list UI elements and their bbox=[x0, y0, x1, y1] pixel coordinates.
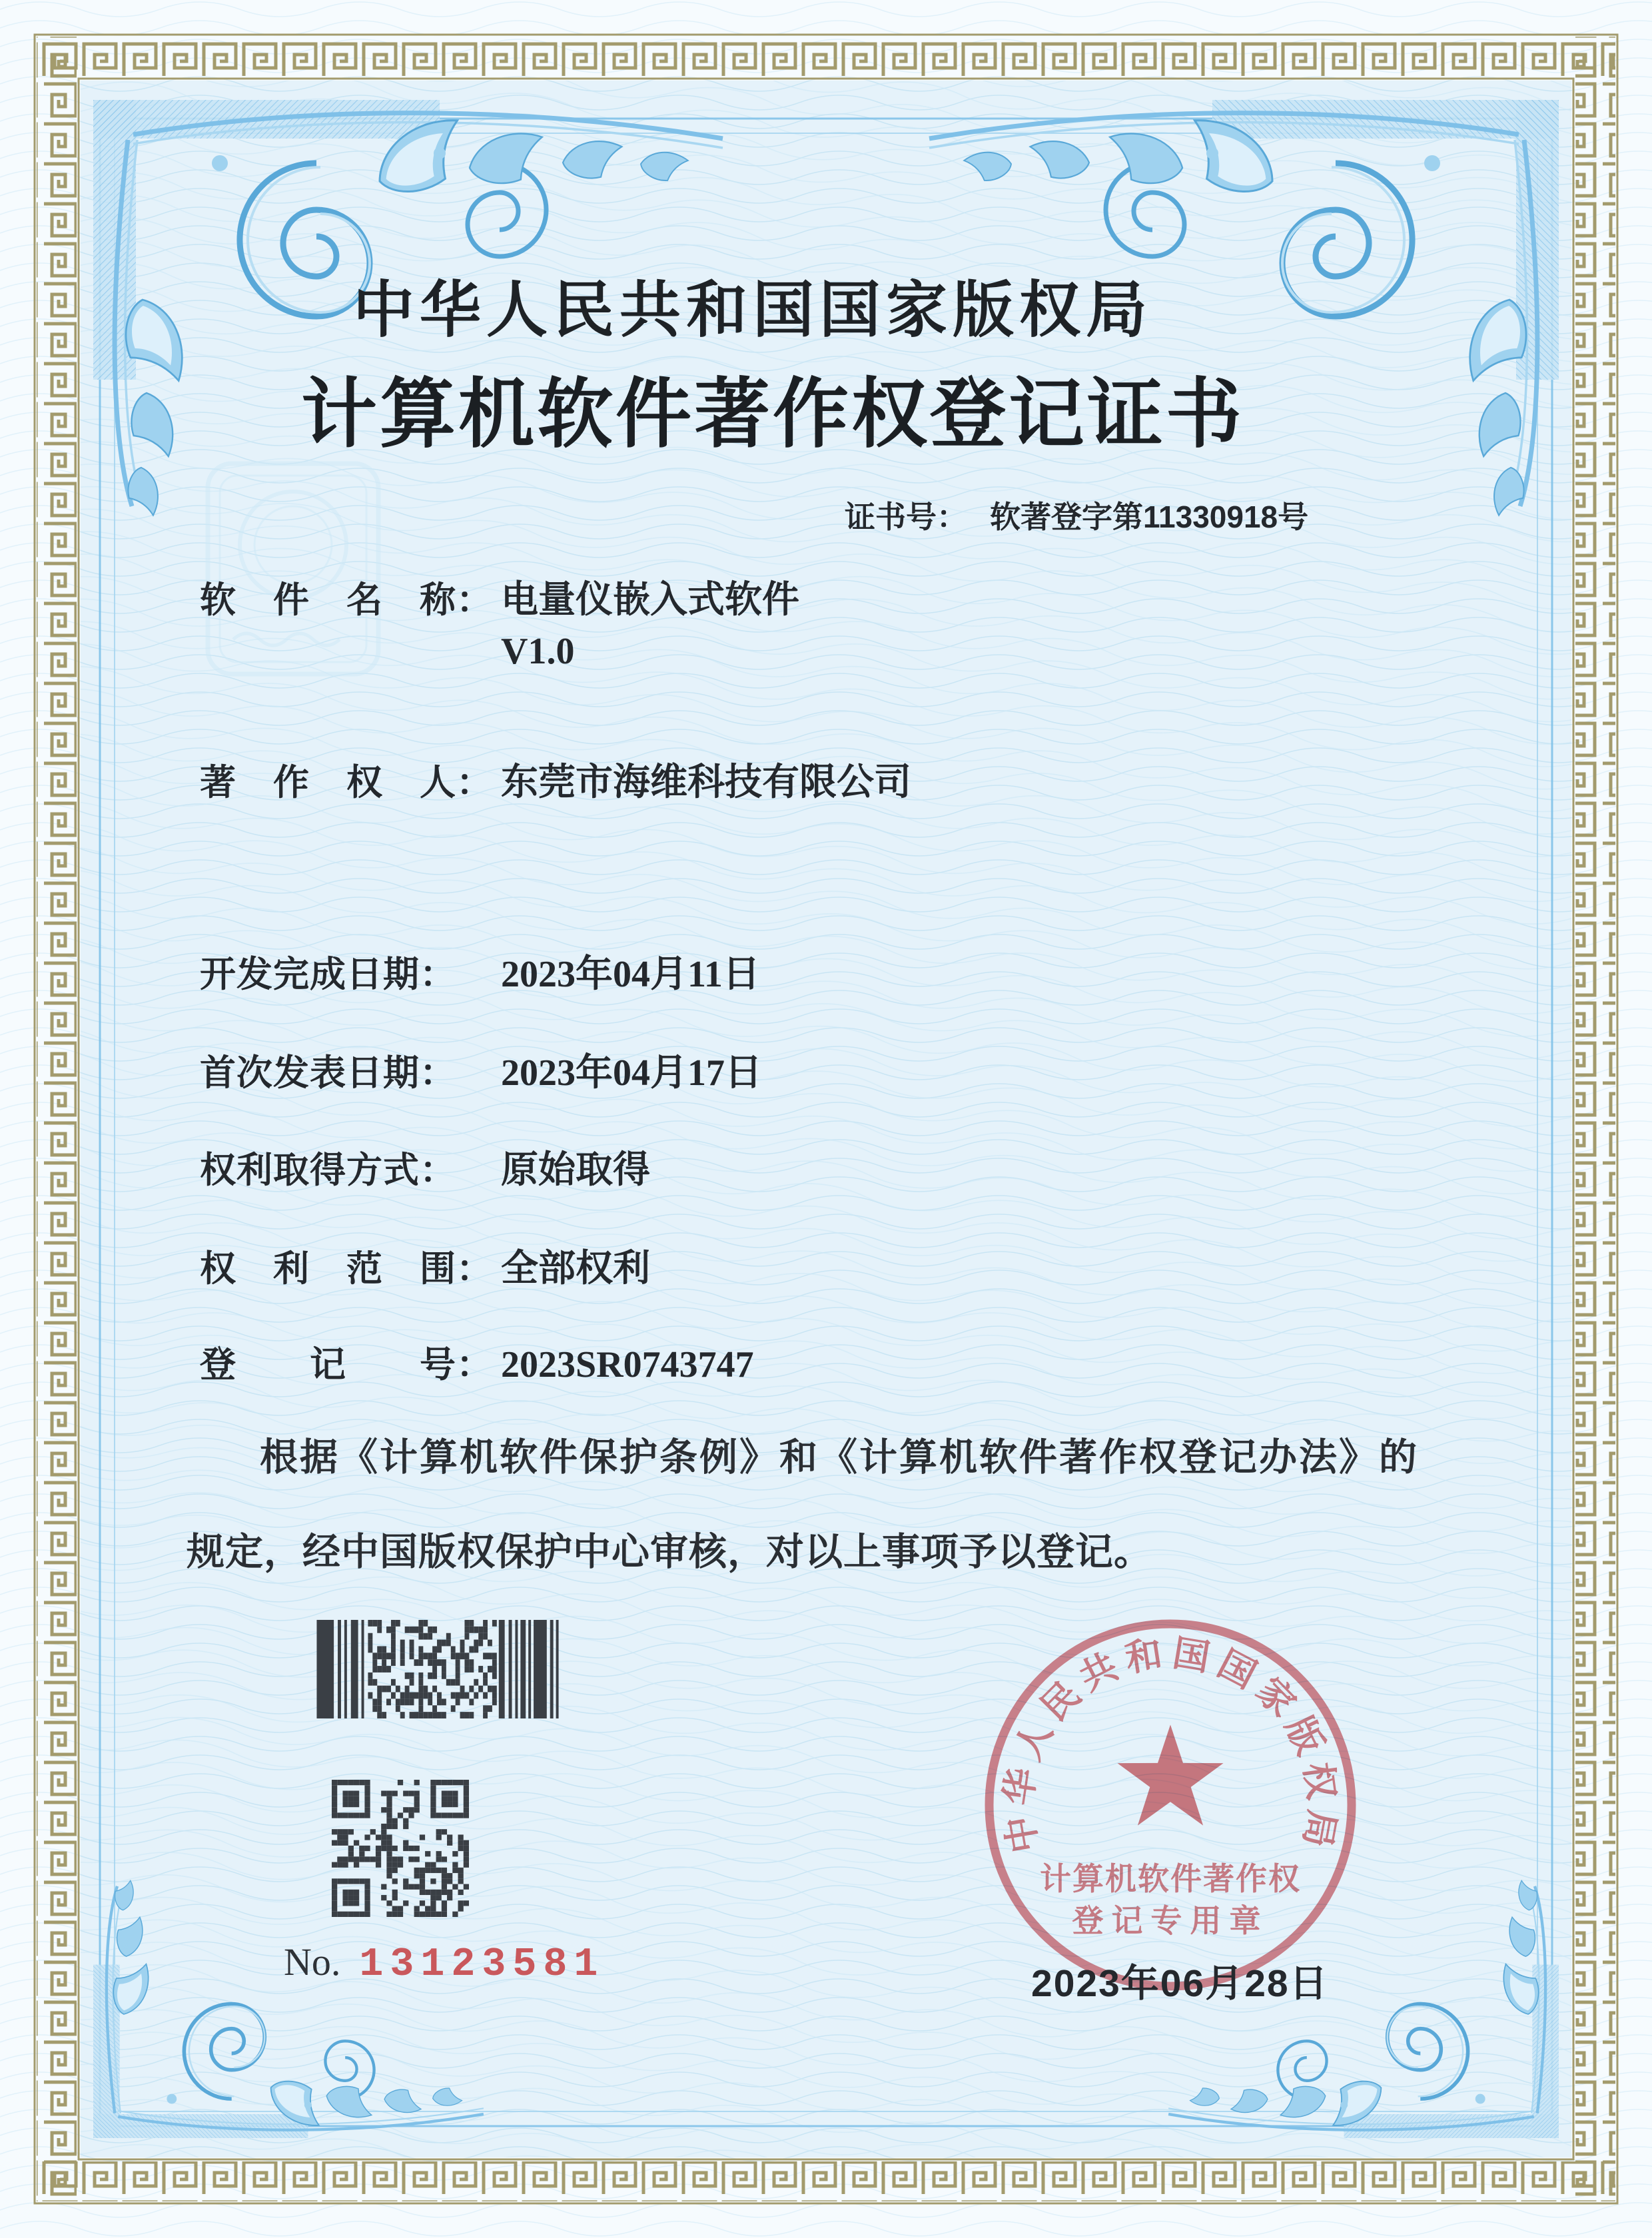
pdf417-barcode bbox=[312, 1620, 565, 1718]
field-label: 首次发表日期： bbox=[200, 1053, 456, 1093]
field-label: 开发完成日期： bbox=[200, 954, 456, 994]
serial-number-row bbox=[284, 1940, 604, 1988]
field-value: 原始取得 bbox=[501, 1150, 650, 1191]
seal-star bbox=[1117, 1724, 1223, 1825]
certificate-number-value: 软著登字第11330918号 bbox=[990, 500, 1309, 534]
document-title: 计算机软件著作权登记证书 bbox=[301, 372, 1245, 457]
certificate-number-label: 证书号： bbox=[845, 500, 967, 534]
qr-code bbox=[332, 1780, 469, 1917]
field-label: 登 记 号： bbox=[200, 1345, 493, 1385]
field-registration-number bbox=[200, 1336, 754, 1387]
field-rights-scope bbox=[200, 1239, 650, 1292]
statement-line2: 规定，经中国版权保护中心审核，对以上事项予以登记。 bbox=[187, 1531, 1152, 1573]
field-first-publish-date bbox=[200, 1043, 762, 1096]
seal-line2: 登记专用章 bbox=[1072, 1903, 1269, 1938]
field-value: 电量仪嵌入式软件 bbox=[501, 579, 799, 621]
field-dev-complete-date bbox=[200, 944, 760, 998]
certificate-number-row bbox=[845, 493, 1308, 537]
field-label: 权利取得方式： bbox=[200, 1150, 456, 1190]
field-value: 2023年04月11日 bbox=[501, 954, 760, 995]
official-seal bbox=[974, 1595, 1374, 2008]
field-value: 全部权利 bbox=[501, 1248, 650, 1290]
serial-number-value: 13123581 bbox=[359, 1942, 605, 1988]
authority-title: 中华人民共和国国家版权局 bbox=[353, 276, 1153, 344]
field-label: 著 作 权 人： bbox=[200, 763, 493, 803]
field-label: 权 利 范 围： bbox=[200, 1249, 493, 1289]
software-version: V1.0 bbox=[501, 631, 575, 672]
field-rights-acquisition bbox=[200, 1140, 650, 1194]
statement-line1: 根据《计算机软件保护条例》和《计算机软件著作权登记办法》的 bbox=[260, 1437, 1419, 1479]
serial-number-label: No. bbox=[284, 1940, 341, 1984]
seal-ring-text: 中华人民共和国国家版权局 bbox=[997, 1631, 1344, 1858]
field-value: 2023年04月17日 bbox=[501, 1052, 762, 1094]
issue-date: 2023年06月28日 bbox=[1031, 1962, 1329, 2005]
field-copyright-owner bbox=[200, 753, 911, 806]
field-label: 软 件 名 称： bbox=[200, 580, 493, 620]
field-value: 东莞市海维科技有限公司 bbox=[501, 762, 911, 803]
field-value: 2023SR0743747 bbox=[501, 1344, 754, 1385]
field-software-name bbox=[200, 570, 799, 623]
seal-line1: 计算机软件著作权 bbox=[1040, 1861, 1301, 1896]
